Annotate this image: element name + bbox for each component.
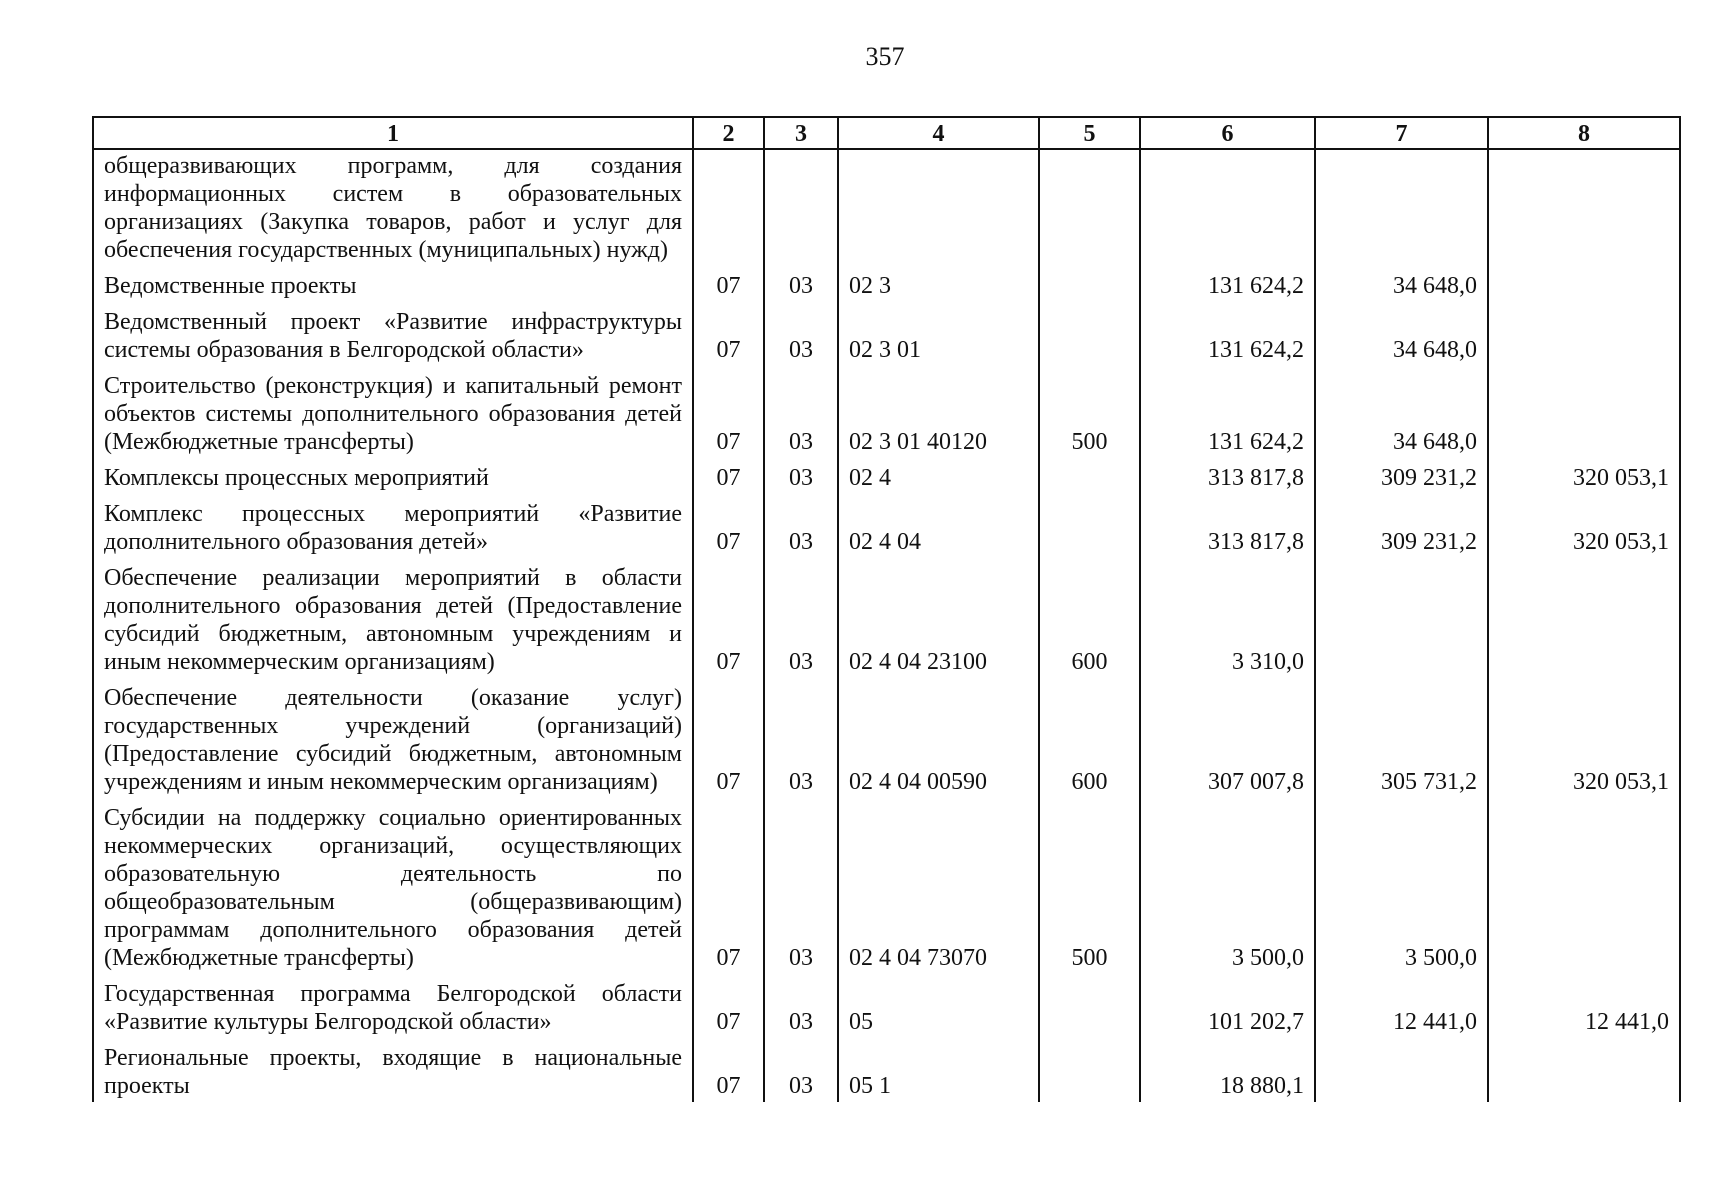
target-code: 05	[838, 974, 1039, 1038]
subsection-code: 03	[764, 266, 838, 302]
amount-col6: 3 310,0	[1140, 558, 1315, 678]
expense-type: 600	[1039, 678, 1140, 798]
target-code: 02 4 04 00590	[838, 678, 1039, 798]
subsection-code: 03	[764, 302, 838, 366]
table-row	[93, 558, 1680, 678]
amount-col8	[1488, 302, 1680, 366]
column-header: 7	[1315, 117, 1488, 149]
section-code: 07	[693, 494, 764, 558]
subsection-code	[764, 149, 838, 266]
column-header: 6	[1140, 117, 1315, 149]
section-code: 07	[693, 266, 764, 302]
amount-col7	[1315, 1038, 1488, 1102]
target-code: 05 1	[838, 1038, 1039, 1102]
item-name: общеразвивающих программ, для создания информационных систем в образовательных организациях (Закупка товаров, работ и услуг для обеспечения государственных (муниципальных) нужд)	[93, 149, 693, 266]
amount-col7: 34 648,0	[1315, 302, 1488, 366]
section-code: 07	[693, 458, 764, 494]
section-code: 07	[693, 366, 764, 458]
target-code: 02 4 04 73070	[838, 798, 1039, 974]
expense-type	[1039, 1038, 1140, 1102]
amount-col8	[1488, 149, 1680, 266]
header-row	[93, 117, 1680, 149]
section-code: 07	[693, 974, 764, 1038]
table-row	[93, 1038, 1680, 1102]
item-name: Обеспечение реализации мероприятий в области дополнительного образования детей (Предоставление субсидий бюджетным, автономным учреждениям и иным некоммерческим организациям)	[93, 558, 693, 678]
target-code: 02 3 01	[838, 302, 1039, 366]
table-row	[93, 458, 1680, 494]
amount-col6: 3 500,0	[1140, 798, 1315, 974]
expense-type: 600	[1039, 558, 1140, 678]
expense-type: 500	[1039, 366, 1140, 458]
column-header: 2	[693, 117, 764, 149]
amount-col6: 307 007,8	[1140, 678, 1315, 798]
section-code: 07	[693, 302, 764, 366]
item-name: Строительство (реконструкция) и капитальный ремонт объектов системы дополнительного образования детей (Межбюджетные трансферты)	[93, 366, 693, 458]
item-name: Государственная программа Белгородской области «Развитие культуры Белгородской области»	[93, 974, 693, 1038]
subsection-code: 03	[764, 974, 838, 1038]
column-header: 1	[93, 117, 693, 149]
amount-col6: 131 624,2	[1140, 302, 1315, 366]
subsection-code: 03	[764, 494, 838, 558]
table-row	[93, 798, 1680, 974]
amount-col6: 101 202,7	[1140, 974, 1315, 1038]
amount-col6: 131 624,2	[1140, 266, 1315, 302]
amount-col7: 3 500,0	[1315, 798, 1488, 974]
item-name: Субсидии на поддержку социально ориентированных некоммерческих организаций, осуществляющих образовательную деятельность по общеобразовательным (общеразвивающим) программам дополнительного образования детей (Межбюджетные трансферты)	[93, 798, 693, 974]
column-header: 8	[1488, 117, 1680, 149]
item-name: Обеспечение деятельности (оказание услуг) государственных учреждений (организаций) (Предоставление субсидий бюджетным, автономным учреждениям и иным некоммерческим организациям)	[93, 678, 693, 798]
subsection-code: 03	[764, 1038, 838, 1102]
table-row	[93, 678, 1680, 798]
target-code: 02 4	[838, 458, 1039, 494]
amount-col8: 320 053,1	[1488, 678, 1680, 798]
amount-col7: 34 648,0	[1315, 366, 1488, 458]
amount-col6: 313 817,8	[1140, 458, 1315, 494]
item-name: Комплексы процессных мероприятий	[93, 458, 693, 494]
section-code: 07	[693, 558, 764, 678]
table-row	[93, 266, 1680, 302]
amount-col7: 12 441,0	[1315, 974, 1488, 1038]
amount-col7: 34 648,0	[1315, 266, 1488, 302]
table-row	[93, 494, 1680, 558]
amount-col8: 12 441,0	[1488, 974, 1680, 1038]
item-name: Региональные проекты, входящие в национальные проекты	[93, 1038, 693, 1102]
amount-col8	[1488, 558, 1680, 678]
amount-col8	[1488, 266, 1680, 302]
expense-type: 500	[1039, 798, 1140, 974]
amount-col7	[1315, 558, 1488, 678]
table-row	[93, 149, 1680, 266]
section-code: 07	[693, 678, 764, 798]
subsection-code: 03	[764, 366, 838, 458]
item-name: Ведомственный проект «Развитие инфраструктуры системы образования в Белгородской области»	[93, 302, 693, 366]
expense-type	[1039, 302, 1140, 366]
expense-type	[1039, 266, 1140, 302]
table-row	[93, 302, 1680, 366]
amount-col8	[1488, 798, 1680, 974]
amount-col8: 320 053,1	[1488, 458, 1680, 494]
amount-col6	[1140, 149, 1315, 266]
amount-col8	[1488, 1038, 1680, 1102]
budget-table	[92, 116, 1681, 1102]
item-name: Ведомственные проекты	[93, 266, 693, 302]
amount-col6: 313 817,8	[1140, 494, 1315, 558]
subsection-code: 03	[764, 678, 838, 798]
subsection-code: 03	[764, 798, 838, 974]
section-code: 07	[693, 1038, 764, 1102]
target-code: 02 3	[838, 266, 1039, 302]
page-number: 357	[865, 42, 905, 71]
section-code: 07	[693, 798, 764, 974]
subsection-code: 03	[764, 458, 838, 494]
expense-type	[1039, 974, 1140, 1038]
column-header: 3	[764, 117, 838, 149]
amount-col7: 309 231,2	[1315, 458, 1488, 494]
amount-col7: 309 231,2	[1315, 494, 1488, 558]
expense-type	[1039, 494, 1140, 558]
target-code	[838, 149, 1039, 266]
amount-col7	[1315, 149, 1488, 266]
target-code: 02 4 04 23100	[838, 558, 1039, 678]
target-code: 02 3 01 40120	[838, 366, 1039, 458]
table-row	[93, 974, 1680, 1038]
target-code: 02 4 04	[838, 494, 1039, 558]
table-row	[93, 366, 1680, 458]
item-name: Комплекс процессных мероприятий «Развитие дополнительного образования детей»	[93, 494, 693, 558]
subsection-code: 03	[764, 558, 838, 678]
column-header: 5	[1039, 117, 1140, 149]
amount-col8	[1488, 366, 1680, 458]
expense-type	[1039, 149, 1140, 266]
column-header: 4	[838, 117, 1039, 149]
amount-col8: 320 053,1	[1488, 494, 1680, 558]
section-code	[693, 149, 764, 266]
amount-col7: 305 731,2	[1315, 678, 1488, 798]
amount-col6: 131 624,2	[1140, 366, 1315, 458]
amount-col6: 18 880,1	[1140, 1038, 1315, 1102]
expense-type	[1039, 458, 1140, 494]
